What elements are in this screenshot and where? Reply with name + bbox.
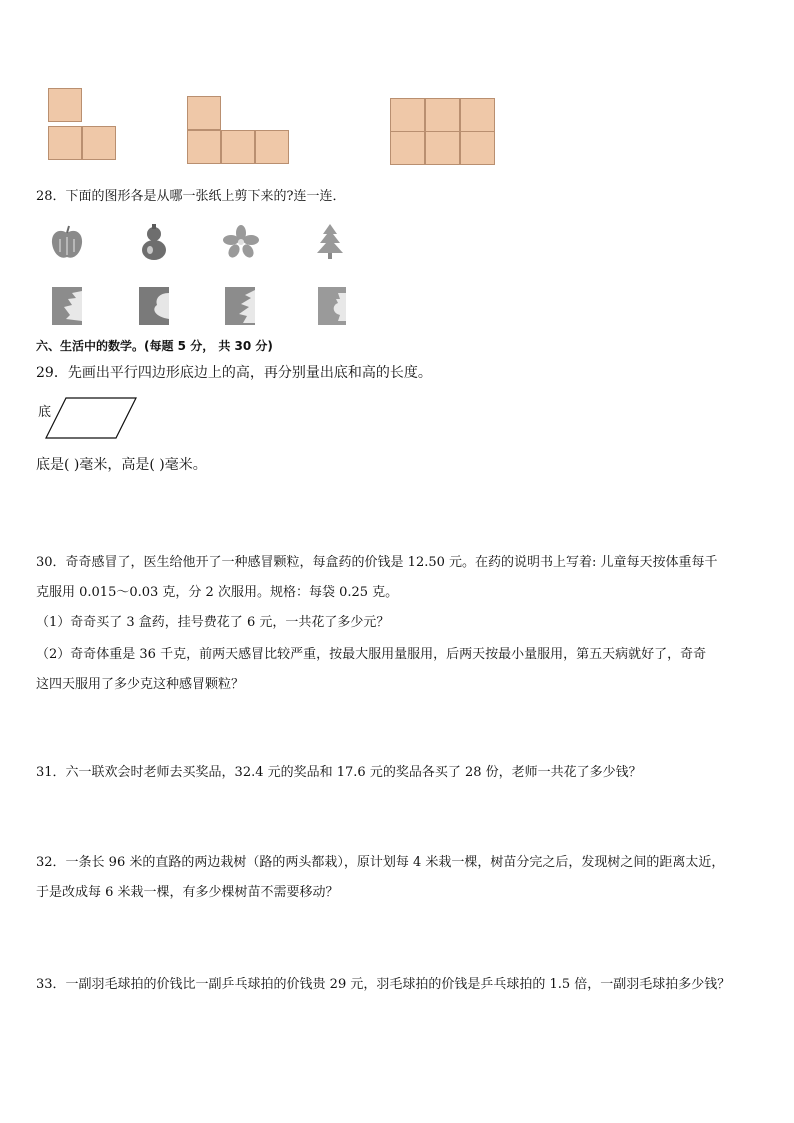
folded-paper-c-icon — [223, 285, 257, 327]
tree-cutout-icon — [314, 222, 346, 260]
square-tile — [221, 130, 255, 164]
question-33-text: 33．一副羽毛球拍的价钱比一副乒乓球拍的价钱贵 29 元，羽毛球拍的价钱是乒乓球拍的 1.5 倍，一副羽毛球拍多少钱？ — [36, 977, 731, 992]
question-30-sub-1: （1）奇奇买了 3 盒药，挂号费花了 6 元，一共花了多少元？ — [36, 615, 390, 630]
square-tile — [187, 96, 221, 130]
question-30-sub-2-line-2: 这四天服用了多少克这种感冒颗粒？ — [36, 677, 245, 692]
flower-cutout-icon — [222, 224, 260, 260]
question-31-text: 31．六一联欢会时老师去买奖品，32.4 元的奖品和 17.6 元的奖品各买了 28 份，老师一共花了多少钱？ — [36, 765, 642, 780]
question-30-line-2: 克服用 0.015～0.03 克，分 2 次服用。规格：每袋 0.25 克。 — [36, 585, 399, 600]
square-tile — [187, 130, 221, 164]
section-6-title: 六、生活中的数学。(每题 5 分， 共 30 分) — [36, 339, 273, 353]
square-tile — [255, 130, 289, 164]
folded-paper-a-icon — [50, 285, 84, 327]
question-28-text: 28．下面的图形各是从哪一张纸上剪下来的?连一连． — [36, 189, 346, 204]
question-29-answer: 底是( )毫米，高是( )毫米。 — [36, 457, 207, 473]
square-tile — [460, 131, 495, 165]
square-tile — [425, 98, 460, 132]
square-tile — [425, 131, 460, 165]
question-32-line-1: 32．一条长 96 米的直路的两边栽树（路的两头都栽），原计划每 4 米栽一棵，树苗分完之后，发现树之间的距离太近， — [36, 855, 725, 870]
apple-cutout-icon — [48, 224, 86, 262]
question-32-line-2: 于是改成每 6 米栽一棵，有多少棵树苗不需要移动？ — [36, 885, 339, 900]
question-29-text: 29．先画出平行四边形底边上的高，再分别量出底和高的长度。 — [36, 365, 432, 381]
square-tile — [48, 88, 82, 122]
question-30-line-1: 30．奇奇感冒了，医生给他开了一种感冒颗粒，每盒药的价钱是 12.50 元。在药的说明书上写着: 儿童每天按体重每千 — [36, 555, 718, 570]
gourd-cutout-icon — [136, 222, 172, 262]
square-tile — [390, 131, 425, 165]
folded-paper-d-icon — [316, 285, 348, 327]
square-tile — [390, 98, 425, 132]
parallelogram-figure — [44, 396, 138, 440]
base-label: 底 — [38, 405, 52, 420]
square-tile — [48, 126, 82, 160]
folded-paper-b-icon — [137, 285, 171, 327]
question-30-sub-2-line-1: （2）奇奇体重是 36 千克，前两天感冒比较严重，按最大服用量服用，后两天按最小量服用，第五天病就好了，奇奇 — [36, 647, 707, 662]
square-tile — [460, 98, 495, 132]
square-tile — [82, 126, 116, 160]
